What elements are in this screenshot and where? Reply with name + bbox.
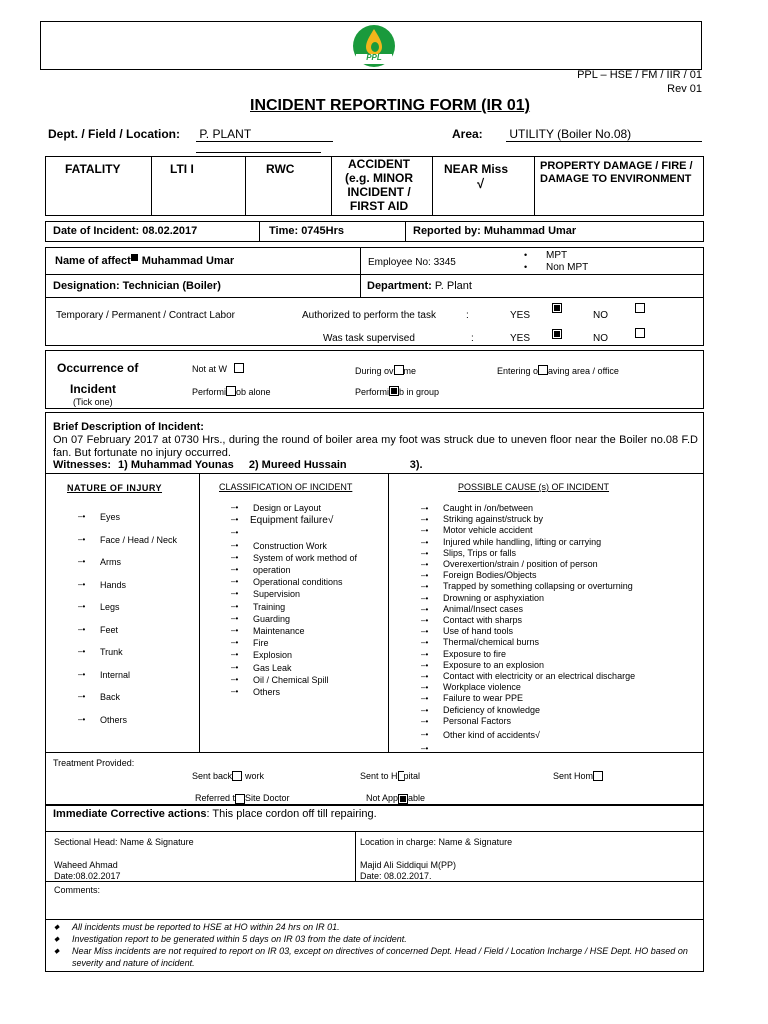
occurrence-title-1: Occurrence of [57,361,139,375]
classification-item[interactable]: –• Supervision [231,588,357,600]
ppl-logo [350,24,398,68]
entering-a: Entering o [497,366,539,376]
performing-group [355,385,439,397]
date-div-2 [405,221,406,242]
home-a: Sent Hom [553,771,594,781]
not-applicable [366,791,425,803]
during-overtime [355,364,416,376]
affected-line-2 [45,297,704,298]
time-of-incident: Time: 0745Hrs [269,225,345,237]
cat-div-1 [151,156,152,216]
cause-item[interactable]: –• Trapped by something collapsing or overturning [421,581,635,592]
performing-alone-checkbox[interactable] [226,386,236,396]
area-value-text: UTILITY (Boiler No.08) [509,127,632,141]
occurrence-tick-one: (Tick one) [73,397,113,407]
cause-item[interactable]: –• Personal Factors [421,716,635,727]
classification-item[interactable]: –• Design or Layout [231,502,357,514]
authorized-no-checkbox[interactable] [635,303,645,313]
cat-div-2 [245,156,246,216]
classification-item[interactable]: –• System of work method of [231,552,357,564]
na-a: Not App [366,793,399,803]
dept-label: Dept. / Field / Location: [48,127,180,141]
cat-fatality: FATALITY [65,162,121,176]
cause-item[interactable]: –• Overexertion/strain / position of person [421,559,635,570]
cat-lti: LTI I [170,162,194,176]
classification-item-cont: –• operation [231,564,357,576]
injury-item[interactable]: –• Feet [78,619,177,642]
lists-div-1 [199,473,200,753]
location-incharge-name: Majid Ali Siddiqui M(PP) [360,860,457,870]
classification-header: CLASSIFICATION OF INCIDENT [219,482,353,492]
authorized-label: Authorized to perform the task [302,310,436,321]
referred-site-doctor [195,791,290,803]
group-a: Performi [355,387,390,397]
cause-item[interactable]: –• Motor vehicle accident [421,525,635,536]
brief-text: On 07 February 2017 at 0730 Hrs., during the round of boiler area my foot was struck due to uneven floor near the Boiler no.08 F.D fan. But fortunate no injury occurred. [53,434,698,459]
alone-a: Performi [192,387,227,397]
cat-div-5 [534,156,535,216]
authorized-yes-checkbox[interactable] [552,303,562,313]
referred-doctor-checkbox[interactable] [235,794,245,804]
area-label: Area: [452,127,483,141]
classification-item[interactable]: –• Operational conditions [231,576,357,588]
alone-b: ob alone [236,387,271,397]
group-b: b in group [399,387,440,397]
doctor-b: Site Doctor [245,793,290,803]
cause-item[interactable]: –• Contact with electricity or an electrical discharge [421,671,635,682]
injury-item[interactable]: –• Hands [78,574,177,597]
during-overtime-b: me [403,366,417,376]
date-div-1 [259,221,260,242]
logo-text: PPL [366,53,382,62]
cat-div-4 [432,156,433,216]
sent-hospital-checkbox[interactable] [398,771,404,781]
sent-home [553,769,603,781]
sectional-head-label: Sectional Head: Name & Signature [54,837,194,847]
cause-item[interactable]: –• Use of hand tools [421,626,635,637]
non-mpt-label: Non MPT [546,262,589,273]
mpt-label: MPT [546,250,568,261]
during-overtime-a: During ov [355,366,394,376]
dept-underline-2 [196,152,321,153]
area-value [506,127,702,142]
dept-value [196,127,333,142]
labor-type: Temporary / Permanent / Contract Labor [56,310,235,321]
cause-item[interactable]: –• Striking against/struck by [421,514,635,525]
cause-item[interactable]: –• Slips, Trips or falls [421,548,635,559]
revision: Rev 01 [667,83,702,95]
cat-accident: ACCIDENT (e.g. MINOR INCIDENT / FIRST AID [345,157,413,213]
corrective-text: : This place cordon off till repairing. [206,808,377,820]
form-title: INCIDENT REPORTING FORM (IR 01) [250,97,531,114]
injury-item[interactable]: –• Internal [78,664,177,687]
witness-2: 2) Mureed Hussain [248,459,347,471]
back-b: work [245,771,265,781]
classification-item-text: Equipment failure√ [250,515,334,527]
cause-item[interactable]: –• Injured while handling, lifting or carrying [421,537,635,548]
cat-rwc: RWC [266,162,295,176]
classification-item[interactable]: –• Explosion [231,649,357,661]
lists-top-line [45,473,704,474]
designation: Designation: Technician (Boiler) [53,280,221,292]
doctor-a: Referred t [195,793,236,803]
date-of-incident: Date of Incident: 08.02.2017 [53,225,198,237]
injury-item[interactable]: –• Eyes [78,506,177,529]
hospital-b: pital [403,771,421,781]
classification-item[interactable]: –• Training [231,601,357,613]
non-mpt-bullet: • [524,262,528,272]
cause-item[interactable]: –• Thermal/chemical burns [421,637,635,648]
mpt-bullet: • [524,250,528,260]
lists-div-2 [388,473,389,753]
classification-item[interactable]: –• Fire [231,637,357,649]
affected-marker [131,254,138,261]
cause-item[interactable]: –• Caught in /on/between [421,503,635,514]
cat-near-miss: NEAR Miss [444,162,509,176]
classification-item[interactable]: –• Guarding [231,613,357,625]
witnesses [53,459,423,471]
causes-list [421,503,635,754]
note-item: ◆ Investigation report to be generated within 5 days on IR 03 from the date of incident. [50,933,700,945]
classification-item[interactable]: –• Gas Leak [231,662,357,674]
cause-item[interactable]: –• Workplace violence [421,682,635,693]
comments-label: Comments: [54,885,101,895]
corrective-actions [53,808,377,820]
cat-property: PROPERTY DAMAGE / FIRE / DAMAGE TO ENVIRONMENT [540,160,693,185]
authorized-colon: : [466,310,469,321]
witness-1: 1) Muhammad Younas [118,459,234,471]
note-item: ◆ All incidents must be reported to HSE at HO within 24 hrs on IR 01. [50,921,700,933]
authorized-yes: YES [510,310,531,321]
injury-item[interactable]: –• Trunk [78,641,177,664]
injury-item[interactable]: –• Arms [78,551,177,574]
sent-back-checkbox[interactable] [232,771,242,781]
supervised-yes: YES [510,333,531,344]
sent-to-hospital [360,769,420,781]
entering-leaving [497,364,619,376]
signature-div [355,832,356,882]
brief-label: Brief Description of Incident: [53,421,204,433]
corrective-label: Immediate Corrective actions [53,808,207,820]
hospital-a: Sent to H [360,771,398,781]
sectional-head-date: Date:08.02.2017 [54,871,121,881]
sent-back-to-work [192,769,264,781]
cause-item[interactable]: –• Other kind of accidents√ [421,727,635,743]
doc-reference: PPL – HSE / FM / IIR / 01 [577,69,702,81]
entering-checkbox[interactable] [538,365,548,375]
not-applicable-checkbox[interactable] [398,794,408,804]
cause-item[interactable]: –• Failure to wear PPE [421,693,635,704]
location-incharge-label: Location in charge: Name & Signature [360,837,513,847]
classification-item[interactable]: –• Construction Work [231,540,357,552]
classification-item[interactable]: –• Oil / Chemical Spill [231,674,357,686]
dept-value-text: P. PLANT [199,127,252,141]
cause-item[interactable]: –• Exposure to an explosion [421,660,635,671]
location-incharge-date: Date: 08.02.2017. [360,871,432,881]
affected-name-label [55,255,234,267]
classification-item[interactable]: –• Others [231,686,357,698]
injury-item[interactable]: –• Legs [78,596,177,619]
supervised-no: NO [593,333,608,344]
department-value: P. Plant [434,280,472,292]
department-label: Department: [367,280,432,292]
classification-item[interactable]: –• Maintenance [231,625,357,637]
during-overtime-checkbox[interactable] [394,365,404,375]
note-item: ◆ Near Miss incidents are not required to report on IR 03, except on directives of concerned Dept. Head / Field / Location Incharge / HSE Dept. HO based on severity and nature of incident. [50,945,700,969]
not-at-work: Not at W [192,364,228,374]
performing-group-checkbox[interactable] [389,386,399,396]
affected-name-label-text: Name of affect [55,255,131,267]
not-at-work-checkbox[interactable] [234,363,244,373]
na-b: able [408,793,426,803]
notes-list [50,921,700,969]
witness-3: 3). [409,459,423,471]
occurrence-title-2: Incident [70,382,117,396]
comments-section[interactable] [45,882,704,920]
cause-item[interactable]: –• Exposure to fire [421,649,635,660]
employee-no: Employee No: 3345 [368,257,456,268]
affected-name-value: Muhammad Umar [141,255,235,267]
supervised-no-checkbox[interactable] [635,328,645,338]
sectional-head-name: Waheed Ahmad [54,860,118,870]
affected-line-1 [45,274,704,275]
classification-list [231,502,357,698]
injury-item[interactable]: –• Others [78,709,177,732]
occurrence-section [45,350,704,409]
supervised-colon: : [471,333,474,344]
injury-item[interactable]: –• Back [78,686,177,709]
cause-item[interactable]: –• Contact with sharps [421,615,635,626]
entering-b: aving area / office [548,366,619,376]
cause-item[interactable]: –• Drowning or asphyxiation [421,593,635,604]
classification-item[interactable] [231,514,357,527]
witnesses-label: Witnesses: [53,459,111,471]
back-a: Sent back [192,771,233,781]
cause-item[interactable]: –• Animal/Insect cases [421,604,635,615]
classification-item[interactable] [231,527,357,539]
near-miss-tick: √ [477,176,485,191]
cause-item[interactable]: –• Foreign Bodies/Objects [421,570,635,581]
supervised-label: Was task supervised [323,333,415,344]
injury-list [78,506,177,731]
injury-header: NATURE OF INJURY [67,483,163,493]
reported-by: Reported by: Muhammad Umar [413,225,577,237]
supervised-yes-checkbox[interactable] [552,329,562,339]
affected-div-1 [360,247,361,297]
cause-item[interactable]: –• Deficiency of knowledge [421,705,635,716]
department [367,280,472,292]
treatment-label: Treatment Provided: [53,758,135,768]
injury-item[interactable]: –• Face / Head / Neck [78,529,177,552]
sent-home-checkbox[interactable] [593,771,603,781]
performing-alone [192,385,271,397]
authorized-no: NO [593,310,608,321]
causes-header: POSSIBLE CAUSE (s) OF INCIDENT [458,482,610,492]
cat-div-3 [331,156,332,216]
